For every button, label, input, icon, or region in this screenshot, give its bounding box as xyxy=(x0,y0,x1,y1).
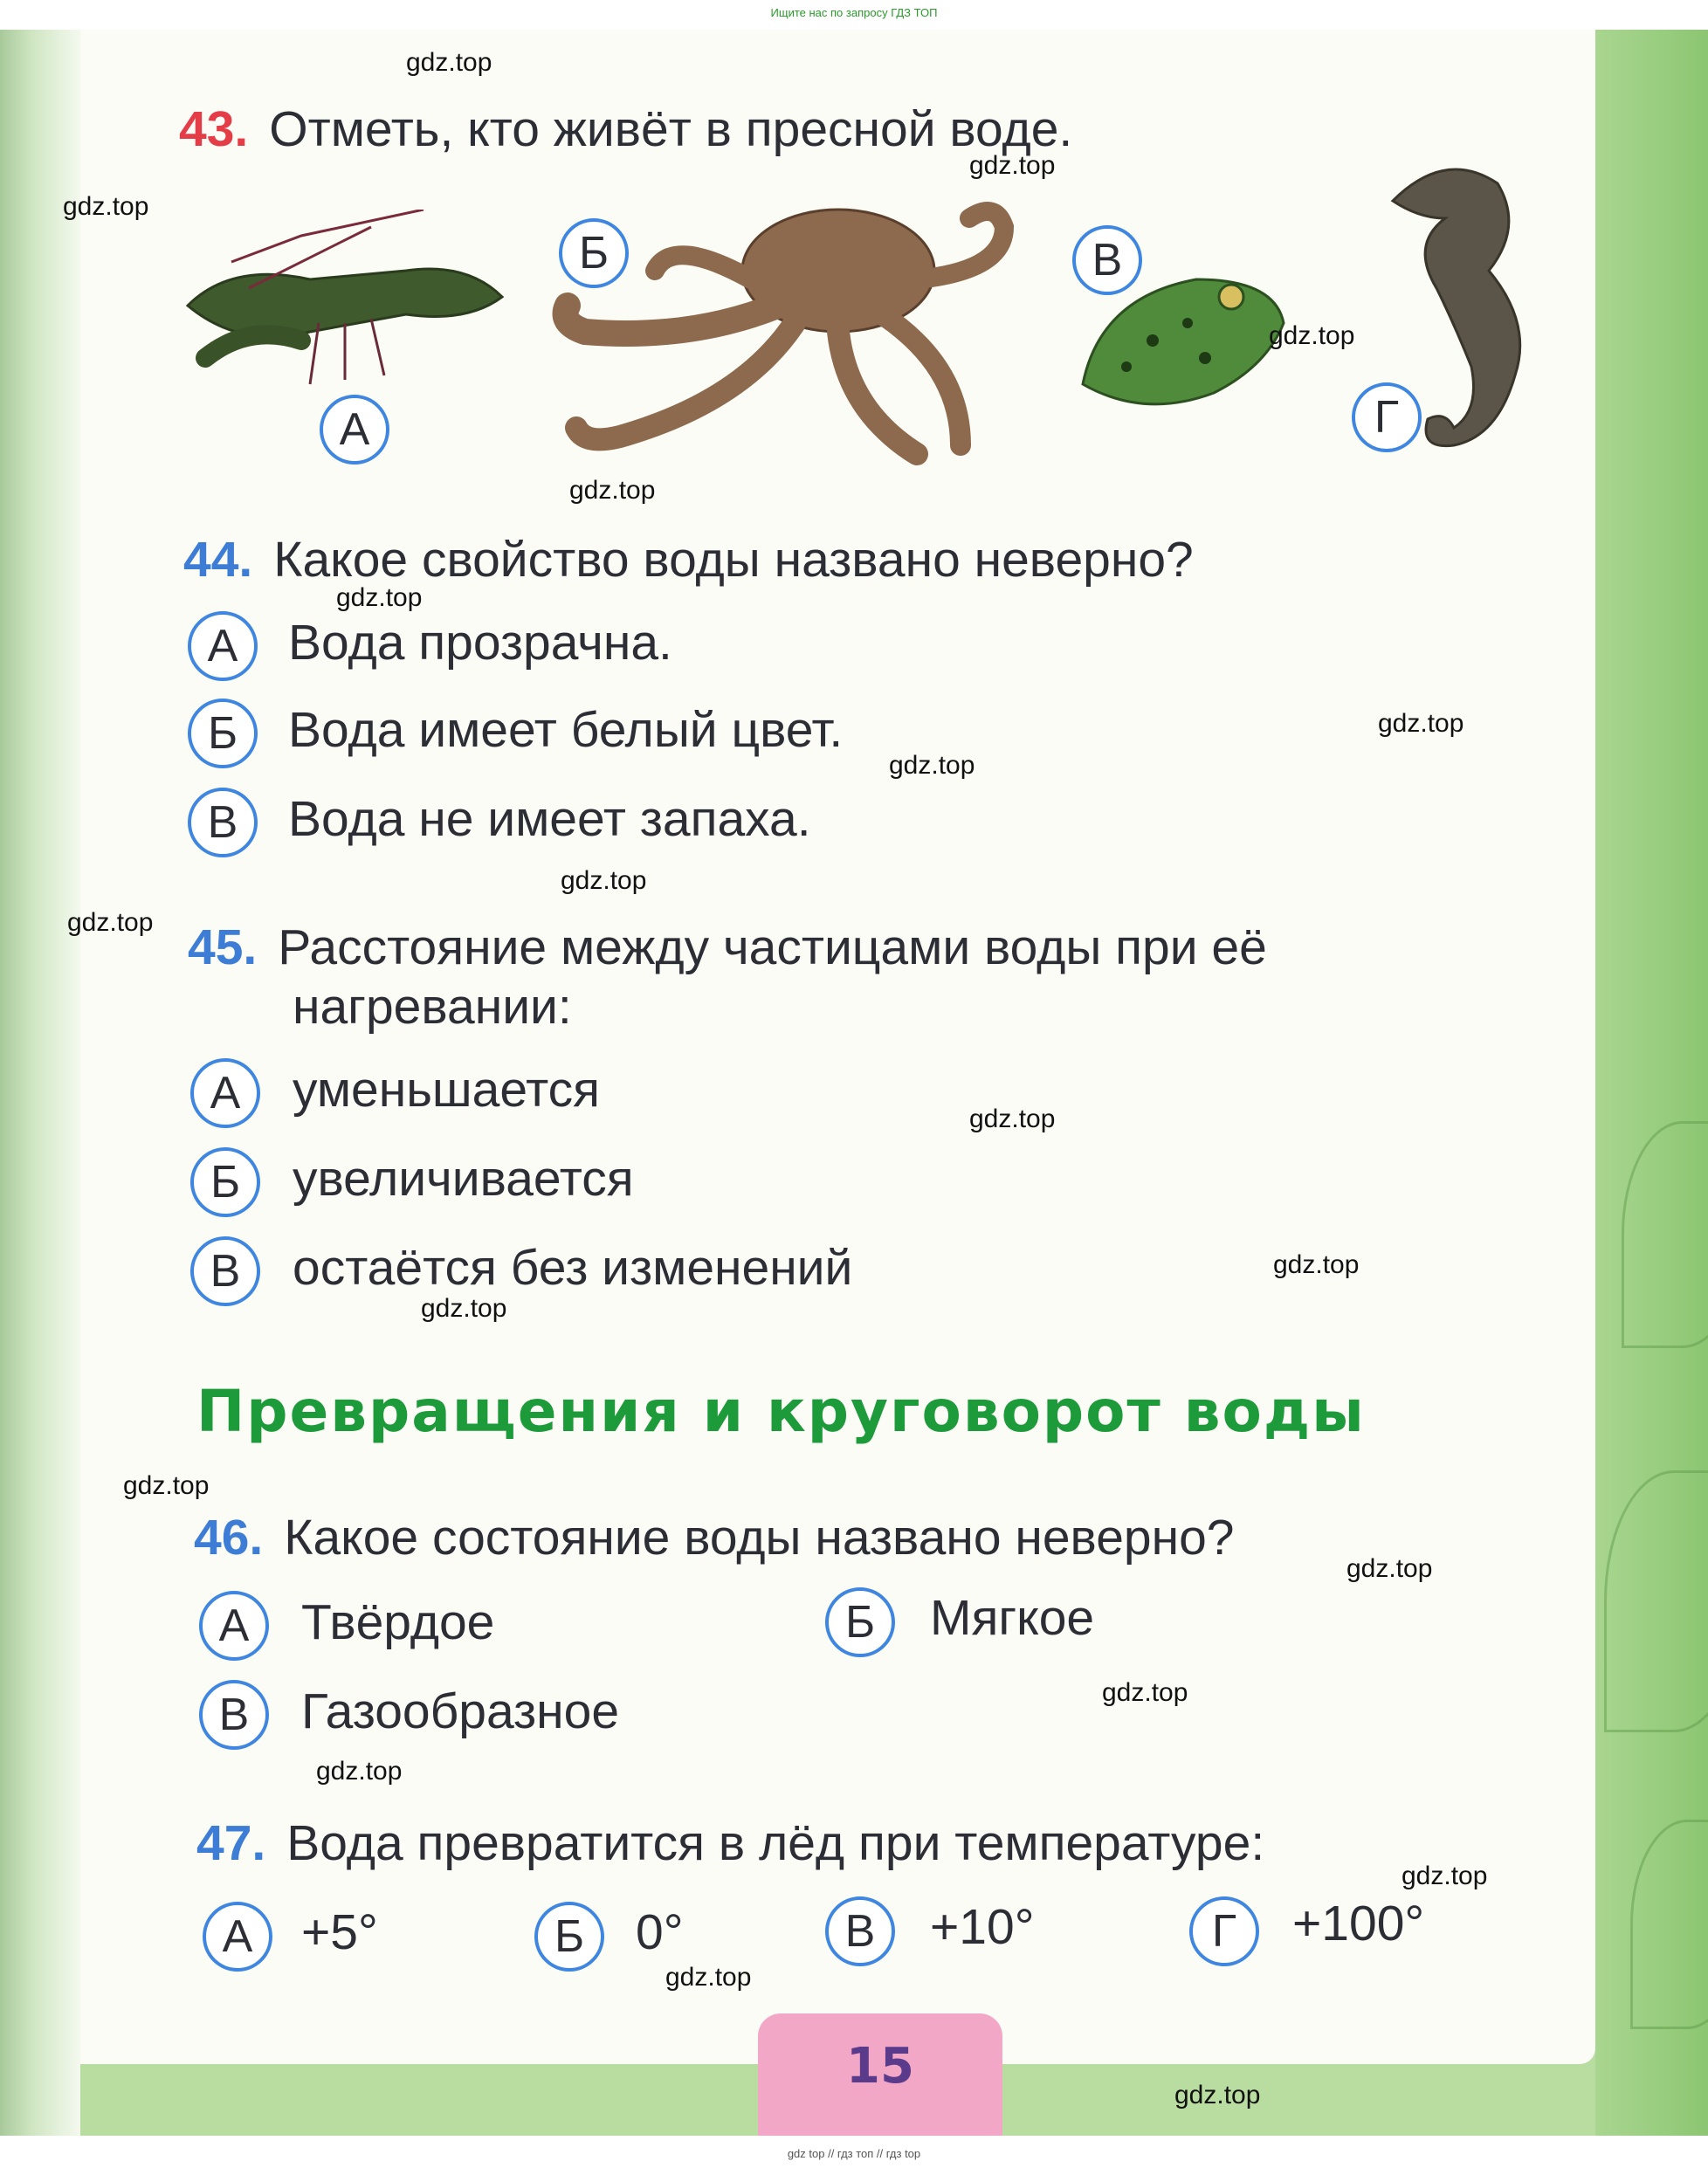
book-spine xyxy=(0,30,80,2136)
question-text: Какое свойство воды названо неверно? xyxy=(273,532,1194,588)
question-44 xyxy=(183,531,1194,588)
option-47-g[interactable]: Г xyxy=(1189,1896,1259,1966)
option-46-a-text: Твёрдое xyxy=(301,1594,495,1650)
watermark: gdz.top xyxy=(421,1294,507,1323)
question-47 xyxy=(196,1814,1264,1872)
option-44-a-text: Вода прозрачна. xyxy=(288,615,672,671)
question-text: Отметь, кто живёт в пресной воде. xyxy=(269,101,1073,157)
watermark: gdz.top xyxy=(406,48,492,77)
page-number: 15 xyxy=(846,2038,914,2095)
option-43-b[interactable]: Б xyxy=(559,218,629,288)
watermark: gdz.top xyxy=(316,1757,403,1786)
watermark: gdz.top xyxy=(1346,1554,1433,1583)
watermark: gdz.top xyxy=(1102,1678,1188,1707)
top-banner: Ищите нас по запросу ГДЗ ТОП xyxy=(770,6,938,19)
question-43 xyxy=(179,100,1072,158)
watermark: gdz.top xyxy=(1378,709,1464,738)
option-45-v-text: остаётся без изменений xyxy=(293,1240,853,1296)
option-46-v[interactable]: В xyxy=(199,1680,269,1750)
option-47-v[interactable]: В xyxy=(825,1896,895,1966)
option-47-v-text: +10° xyxy=(930,1899,1035,1955)
question-text-line1: Расстояние между частицами воды при её xyxy=(278,919,1267,975)
watermark: gdz.top xyxy=(569,476,656,505)
watermark: gdz.top xyxy=(1174,2081,1261,2109)
option-44-a[interactable]: А xyxy=(188,611,258,681)
leaf-decoration xyxy=(1622,1121,1708,1348)
option-44-b-text: Вода имеет белый цвет. xyxy=(288,702,844,758)
option-43-g[interactable]: Г xyxy=(1352,382,1422,452)
option-44-b[interactable]: Б xyxy=(188,699,258,768)
question-number: 44. xyxy=(183,532,253,588)
option-47-a-text: +5° xyxy=(301,1904,378,1960)
option-45-a[interactable]: А xyxy=(190,1058,260,1128)
option-47-b-text: 0° xyxy=(636,1904,684,1960)
watermark: gdz.top xyxy=(1273,1250,1360,1279)
watermark: gdz.top xyxy=(969,1105,1056,1133)
question-46 xyxy=(194,1509,1234,1566)
question-number: 43. xyxy=(179,101,249,157)
option-44-v-text: Вода не имеет запаха. xyxy=(288,791,811,847)
watermark: gdz.top xyxy=(67,908,154,937)
question-45-line2: нагревании: xyxy=(293,979,572,1035)
watermark: gdz.top xyxy=(123,1471,210,1500)
option-46-v-text: Газообразное xyxy=(301,1683,620,1739)
question-45 xyxy=(188,919,1267,976)
bottom-banner: gdz top // гдз топ // гдз top xyxy=(787,2147,921,2160)
leaf-decoration xyxy=(1630,1820,1708,2029)
option-46-a[interactable]: А xyxy=(199,1591,269,1661)
section-title: Превращения и круговорот воды xyxy=(196,1378,1366,1445)
watermark: gdz.top xyxy=(561,866,647,895)
question-number: 45. xyxy=(188,919,258,975)
watermark: gdz.top xyxy=(336,583,423,612)
question-number: 47. xyxy=(196,1815,266,1871)
option-44-v[interactable]: В xyxy=(188,788,258,857)
option-43-a[interactable]: А xyxy=(320,395,389,465)
option-43-v[interactable]: В xyxy=(1072,225,1142,295)
option-47-b[interactable]: Б xyxy=(534,1902,604,1972)
decorative-leaf-strip xyxy=(1595,30,1708,2136)
watermark: gdz.top xyxy=(63,192,149,221)
watermark: gdz.top xyxy=(969,151,1056,180)
option-45-b[interactable]: Б xyxy=(190,1147,260,1217)
watermark: gdz.top xyxy=(1269,321,1355,350)
leaf-decoration xyxy=(1604,1470,1708,1732)
question-text: Вода превратится в лёд при температуре: xyxy=(286,1815,1265,1871)
option-45-b-text: увеличивается xyxy=(293,1151,634,1207)
option-46-b[interactable]: Б xyxy=(825,1587,895,1657)
crayfish-illustration xyxy=(179,210,511,393)
question-text: Какое состояние воды названо неверно? xyxy=(284,1510,1235,1566)
watermark: gdz.top xyxy=(1402,1862,1488,1890)
option-45-a-text: уменьшается xyxy=(293,1062,600,1118)
watermark: gdz.top xyxy=(665,1963,752,1992)
question-number: 46. xyxy=(194,1510,264,1566)
watermark: gdz.top xyxy=(889,751,975,780)
option-45-v[interactable]: В xyxy=(190,1236,260,1306)
option-47-a[interactable]: А xyxy=(203,1902,272,1972)
option-47-g-text: +100° xyxy=(1292,1896,1425,1951)
option-46-b-text: Мягкое xyxy=(930,1590,1095,1646)
